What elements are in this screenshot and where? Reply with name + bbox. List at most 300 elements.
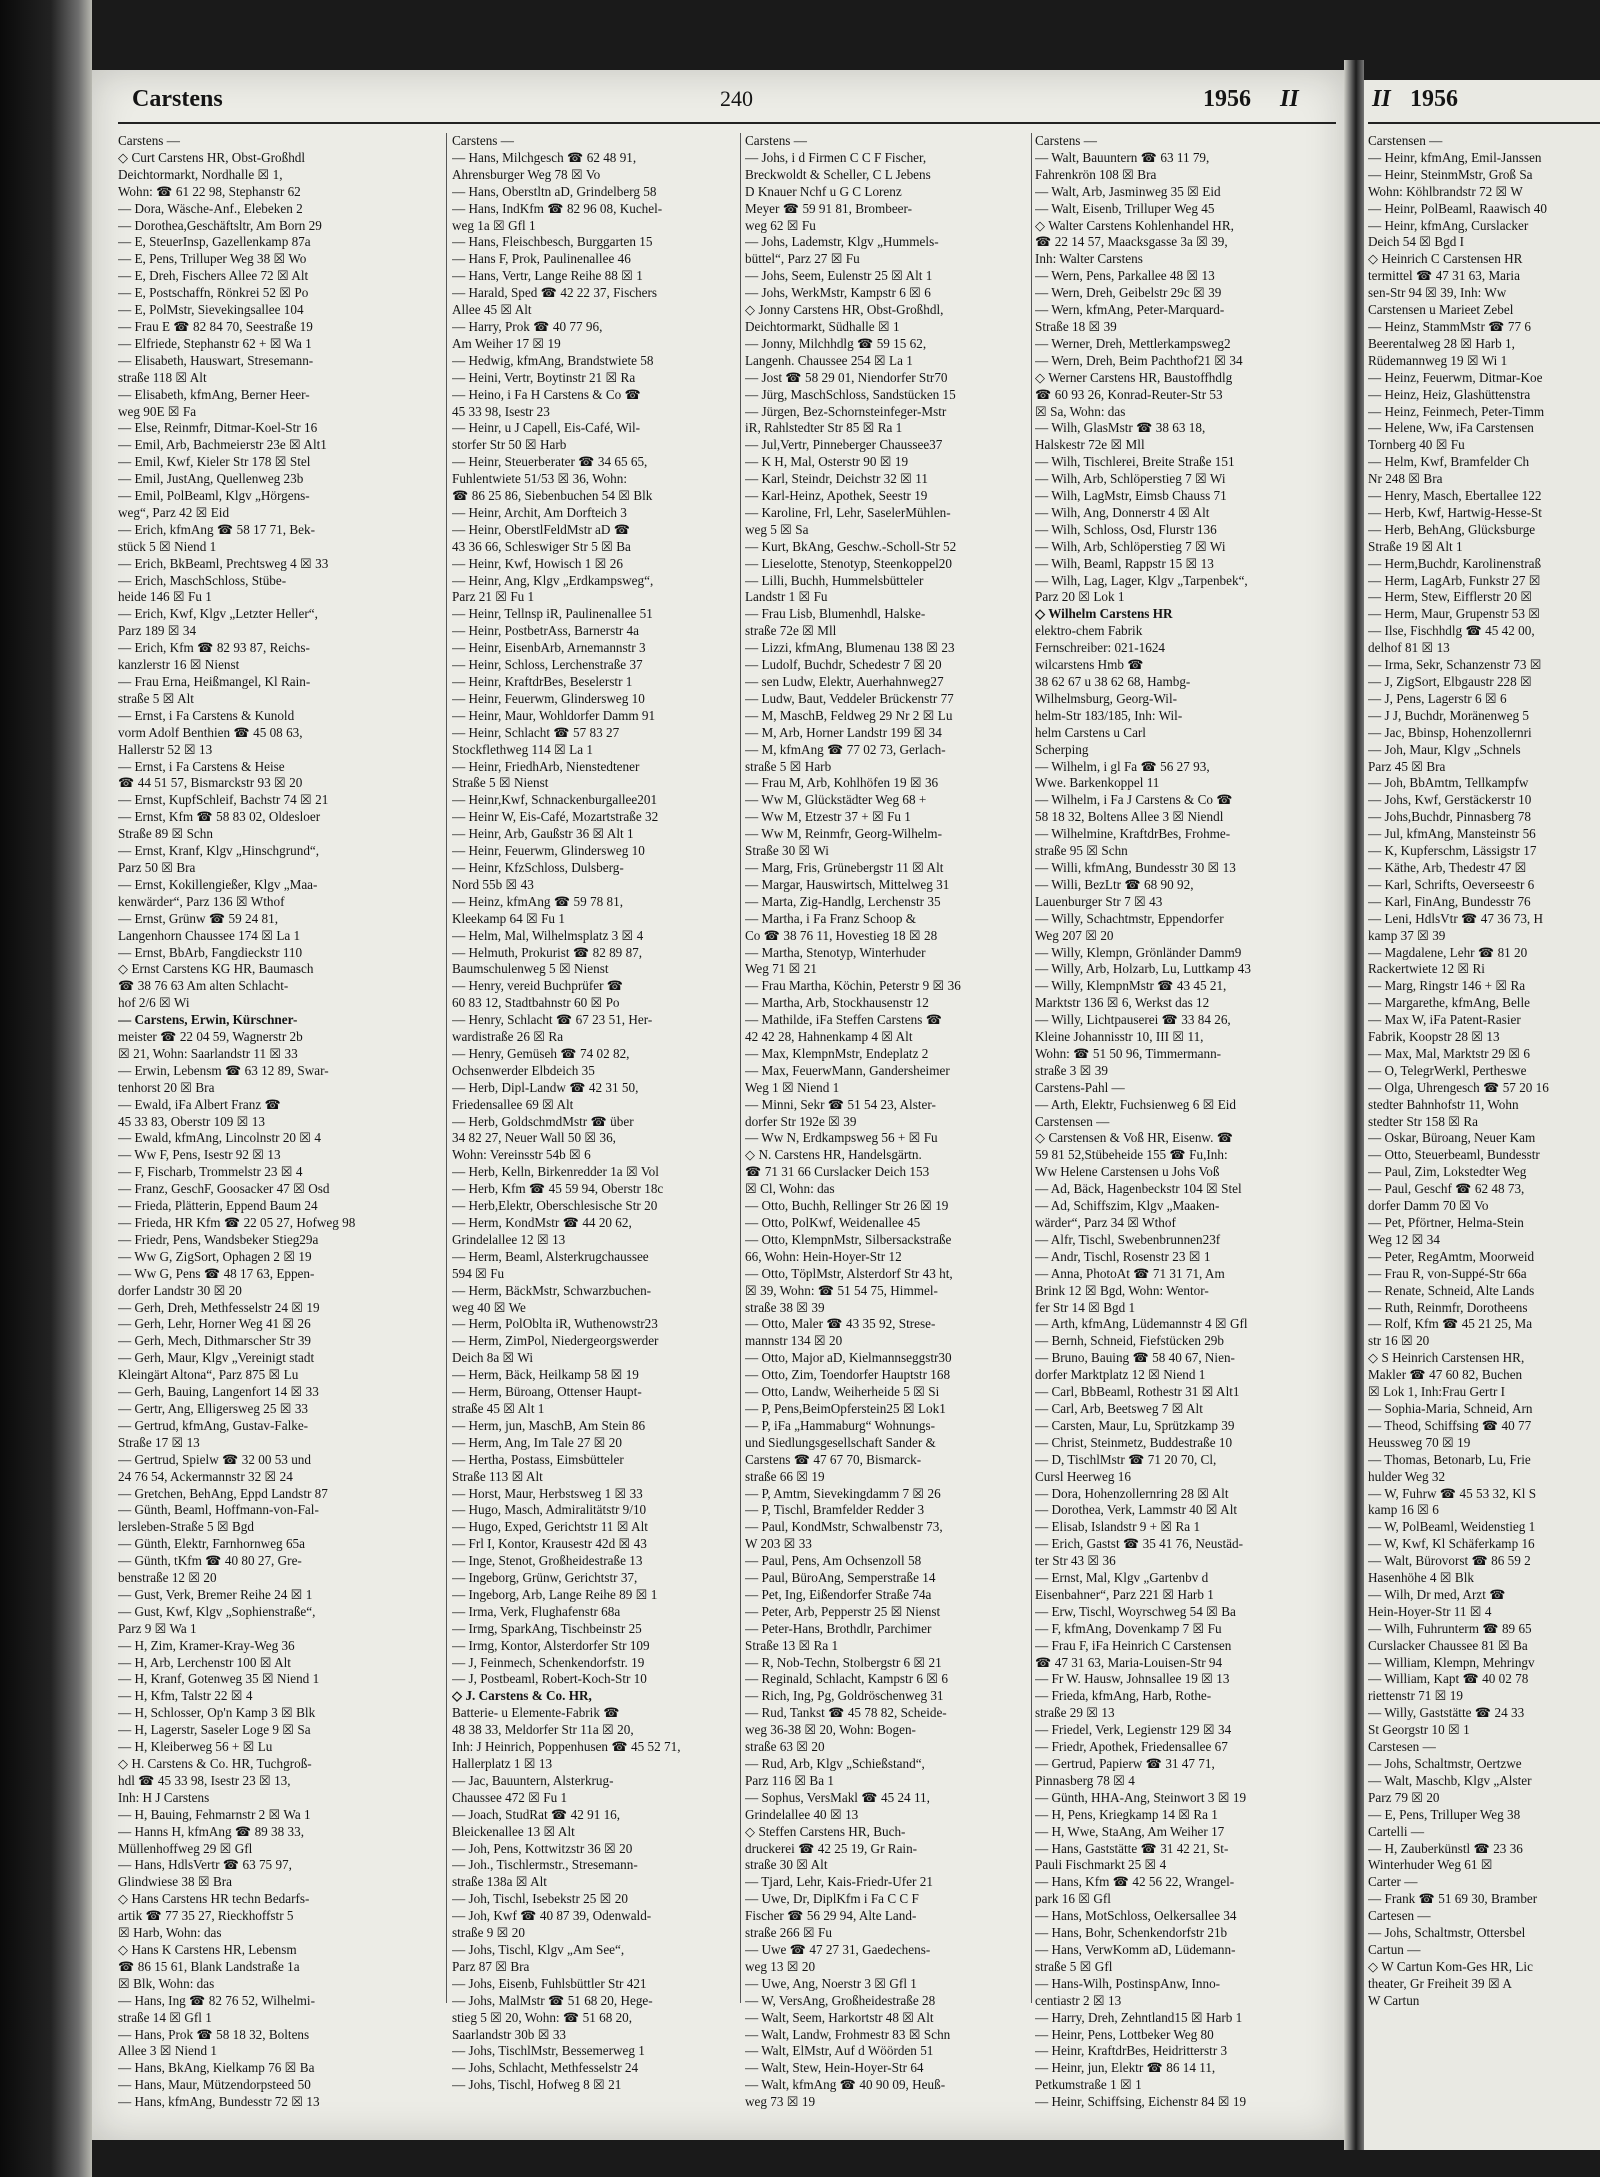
directory-entry-line: — Dora, Wäsche-Anf., Elebeken 2 (118, 200, 303, 216)
directory-entry-line: ter Str 43 ☒ 36 (1035, 1553, 1116, 1569)
directory-entry-line: — Wern, kfmAng, Peter-Marquard- (1035, 302, 1225, 318)
directory-entry-line: — Hans, BkAng, Kielkamp 76 ☒ Ba (118, 2060, 315, 2076)
directory-entry-line: D Knauer Nchf u G C Lorenz (745, 183, 902, 199)
directory-entry-line: — Wilh, Tischlerei, Breite Straße 151 (1035, 454, 1235, 470)
directory-entry-line: Parz 116 ☒ Ba 1 (745, 1772, 834, 1788)
directory-entry-line: lersleben-Straße 5 ☒ Bgd (118, 1519, 254, 1535)
directory-entry-line: — Otto, Zim, Toendorfer Hauptstr 168 (745, 1367, 951, 1383)
directory-entry-line: Parz 21 ☒ Fu 1 (452, 589, 535, 605)
directory-entry-line: — Uwe ☎ 47 27 31, Gaedechens- (745, 1941, 931, 1957)
directory-entry-line: — Jürg, MaschSchloss, Sandstücken 15 (745, 386, 956, 402)
directory-entry-line: Deichtormarkt, Südhalle ☒ 1 (745, 318, 900, 334)
directory-entry-line: — Johs, Kwf, Gerstäckerstr 10 (1368, 792, 1532, 808)
directory-entry-line: — Heini, Vertr, Boytinstr 21 ☒ Ra (452, 369, 636, 385)
directory-entry-line: — Paul, Pens, Am Ochsenzoll 58 (745, 1553, 922, 1569)
directory-entry-line: Cursl Heerweg 16 (1035, 1468, 1131, 1484)
directory-entry-line: — P, iFa „Hammaburg“ Wohnungs- (745, 1417, 936, 1433)
directory-entry-line: ☎ 22 14 57, Maacksgasse 3a ☒ 39, (1035, 234, 1228, 250)
directory-entry-line: — Frau Lisb, Blumenhdl, Halske- (745, 606, 926, 622)
directory-entry-line: Fuhlentwiete 51/53 ☒ 36, Wohn: (452, 471, 627, 487)
directory-entry-line: Carstens — (745, 133, 807, 148)
directory-entry-line: — Friedel, Verk, Legienstr 129 ☒ 34 (1035, 1722, 1232, 1738)
directory-entry-line: hof 2/6 ☒ Wi (118, 995, 190, 1011)
directory-entry-line: — Helm, Kwf, Bramfelder Ch (1368, 454, 1530, 470)
directory-entry-line: Cartelli — (1368, 1823, 1425, 1839)
directory-entry-line: Ahrensburger Weg 78 ☒ Vo (452, 166, 601, 182)
directory-entry-line: — Erw, Tischl, Woyrschweg 54 ☒ Ba (1035, 1603, 1236, 1619)
directory-entry-line: — Frau E ☎ 82 84 70, Seestraße 19 (118, 318, 313, 334)
directory-entry-line: — Hans, Ing ☎ 82 76 52, Wilhelmi- (118, 1992, 315, 2008)
directory-entry-line: — Anna, PhotoAt ☎ 71 31 71, Am (1035, 1265, 1225, 1281)
directory-entry-line: — Walt, Stew, Hein-Hoyer-Str 64 (745, 2060, 924, 2076)
directory-entry-line: — Ernst, Mal, Klgv „Gartenbv d (1035, 1570, 1209, 1586)
directory-entry-line: mannstr 134 ☒ 20 (745, 1333, 843, 1349)
directory-entry-line: ☒ 21, Wohn: Saarlandstr 11 ☒ 33 (118, 1045, 298, 1061)
directory-entry-line: — Max, Mal, Marktstr 29 ☒ 6 (1368, 1045, 1530, 1061)
directory-column-2 (452, 133, 737, 2094)
directory-entry-line: — Ww M, Etzestr 37 + ☒ Fu 1 (745, 809, 911, 825)
directory-entry-line: — Alfr, Tischl, Swebenbrunnen23f (1035, 1231, 1221, 1247)
directory-entry-line: — Otto, Major aD, Kielmannseggstr30 (745, 1350, 952, 1366)
directory-entry-line: — Heinr, KraftdrBes, Beselerstr 1 (452, 674, 633, 689)
directory-entry-line: Scherping (1035, 741, 1089, 757)
directory-entry-line: 38 62 67 u 38 62 68, Hambg- (1035, 674, 1191, 689)
directory-entry-line: elektro-chem Fabrik (1035, 623, 1143, 639)
directory-entry-line: benstraße 12 ☒ 20 (118, 1570, 217, 1586)
directory-entry-line: — sen Ludw, Elektr, Auerhahnweg27 (745, 674, 944, 689)
directory-entry-line: weg 5 ☒ Sa (745, 521, 809, 537)
directory-entry-line: — Max, KlempnMstr, Endeplatz 2 (745, 1045, 929, 1061)
directory-entry-line: stedter Bahnhofstr 11, Wohn (1368, 1096, 1519, 1112)
directory-entry-line: — Heinr, Ang, Klgv „Erdkampsweg“, (452, 572, 654, 588)
directory-entry-line: storfer Str 50 ☒ Harb (452, 437, 567, 453)
directory-entry-line: — Otto, KlempnMstr, Silbersackstraße (745, 1231, 952, 1247)
directory-entry-line: Marktstr 136 ☒ 6, Werkst das 12 (1035, 995, 1210, 1011)
directory-entry-line: — Heinr, EisenbArb, Arnemannstr 3 (452, 640, 646, 656)
directory-entry-line: Batterie- u Elemente-Fabrik ☎ (452, 1705, 620, 1721)
directory-entry-line: — Friedr, Pens, Wandsbeker Stieg29a (118, 1231, 319, 1247)
directory-entry-line: riettenstr 71 ☒ 19 (1368, 1688, 1463, 1704)
directory-entry-line: — Willi, BezLtr ☎ 68 90 92, (1035, 876, 1194, 892)
directory-entry-line: Wohn: ☎ 51 50 96, Timmermann- (1035, 1045, 1222, 1061)
directory-entry-line: Deich 54 ☒ Bgd I (1368, 234, 1465, 250)
directory-entry-line: 58 18 32, Boltens Allee 3 ☒ Niendl (1035, 809, 1224, 825)
directory-entry-line: — Heinr, PostbetrAss, Barnerstr 4a (452, 623, 639, 639)
directory-entry-line: — Wilh, Ang, Donnerstr 4 ☒ Alt (1035, 504, 1210, 520)
running-head-name: Carstens (132, 86, 223, 112)
directory-entry-line: — Wilh, GlasMstr ☎ 38 63 18, (1035, 420, 1206, 436)
directory-entry-line: Carstens-Pahl — (1035, 1079, 1125, 1095)
directory-entry-line: — Heinr W, Eis-Café, Mozartstraße 32 (452, 809, 659, 825)
directory-entry-line: — Gertr, Ang, Elligersweg 25 ☒ 33 (118, 1400, 309, 1416)
directory-entry-line: — W, Fuhrw ☎ 45 53 32, Kl S (1368, 1485, 1537, 1501)
directory-entry-line: straße 45 ☒ Alt 1 (452, 1400, 545, 1416)
directory-entry-line: — Erich, Kwf, Klgv „Letzter Heller“, (118, 606, 318, 622)
directory-entry-line: ☒ Harb, Wohn: das (118, 1925, 222, 1941)
directory-entry-line: Inh: H J Carstens (118, 1789, 210, 1805)
directory-entry-line: — Johs, Schlacht, Methfesselstr 24 (452, 2060, 639, 2076)
directory-entry-line: — Heinr, Schiffsing, Eichenstr 84 ☒ 19 (1035, 2094, 1247, 2110)
directory-entry-line: straße 14 ☒ Gfl 1 (118, 2009, 212, 2025)
column-divider (446, 133, 447, 2003)
directory-entry-line: — Max, FeuerwMann, Gandersheimer (745, 1062, 950, 1078)
directory-entry-line: — Horst, Maur, Herbstsweg 1 ☒ 33 (452, 1485, 643, 1501)
directory-entry-line: — O, TelegrWerkl, Pertheswe (1368, 1062, 1527, 1078)
directory-entry-line: Co ☎ 38 76 11, Hovestieg 18 ☒ 28 (745, 927, 938, 943)
directory-entry-line: — Herm, ZimPol, Niedergeorgswerder (452, 1333, 659, 1349)
directory-entry-line: und Siedlungsgesellschaft Sander & (745, 1434, 936, 1450)
directory-entry-line: — Ww M, Glückstädter Weg 68 + (745, 792, 927, 808)
directory-entry-line: Brink 12 ☒ Bgd, Wohn: Wentor- (1035, 1282, 1209, 1298)
directory-entry-line: — Oskar, Büroang, Neuer Kam (1368, 1130, 1536, 1146)
directory-entry-line: — Jürgen, Bez-Schornsteinfeger-Mstr (745, 403, 947, 419)
directory-entry-line: — Henry, Masch, Ebertallee 122 (1368, 488, 1542, 504)
directory-entry-line: ◇ Walter Carstens Kohlenhandel HR, (1035, 217, 1234, 233)
directory-entry-line: meister ☎ 22 04 59, Wagnerstr 2b (118, 1029, 303, 1045)
directory-entry-line: — Renate, Schneid, Alte Lands (1368, 1282, 1535, 1298)
directory-entry-line: Wohn: Köhlbrandstr 72 ☒ W (1368, 183, 1523, 199)
directory-entry-line: Cartun — (1368, 1941, 1421, 1957)
directory-entry-line: — William, Kapt ☎ 40 02 78 (1368, 1671, 1529, 1687)
directory-entry-line: — Henry, Schlacht ☎ 67 23 51, Her- (452, 1012, 653, 1028)
directory-entry-line: Fabrik, Koopstr 28 ☒ 13 (1368, 1029, 1500, 1045)
directory-entry-line: — Helmuth, Prokurist ☎ 82 89 87, (452, 944, 643, 960)
right-header-rule (1368, 122, 1600, 124)
directory-entry-line: Hallerplatz 1 ☒ 13 (452, 1756, 553, 1771)
directory-column-3 (745, 133, 1030, 2111)
directory-entry-line: Fischer ☎ 56 29 94, Alte Land- (745, 1908, 917, 1924)
directory-entry-line: — Ernst, KupfSchleif, Bachstr 74 ☒ 21 (118, 792, 329, 808)
directory-entry-line: — Günth, Elektr, Farnhornweg 65a (118, 1536, 305, 1552)
directory-entry-line: — Inge, Stenot, Großheidestraße 13 (452, 1553, 643, 1569)
directory-entry-line: — Christ, Steinmetz, Buddestraße 10 (1035, 1434, 1233, 1450)
directory-entry-line: — Paul, Zim, Lokstedter Weg (1368, 1164, 1527, 1180)
directory-entry-line: helm Carstens u Carl (1035, 724, 1146, 740)
directory-entry-line: — Heinr, SteinmMstr, Groß Sa (1368, 166, 1533, 182)
directory-entry-line: — Wilhelm, i Fa J Carstens & Co ☎ (1035, 792, 1233, 808)
directory-entry-line: — Gerh, Dreh, Methfesselstr 24 ☒ 19 (118, 1299, 320, 1315)
directory-entry-line: — Herm,Buchdr, Karolinenstraß (1368, 555, 1542, 571)
directory-entry-line: — Martha, Stenotyp, Winterhuder (745, 944, 926, 960)
directory-entry-line: — Walt, Maschb, Klgv „Alster (1368, 1772, 1532, 1788)
directory-entry-line: Carstensen u Marieet Zebel (1368, 302, 1514, 318)
directory-entry-line: — Ernst, Grünw ☎ 59 24 81, (118, 910, 279, 926)
directory-entry-line: straße 72e ☒ Mll (745, 623, 837, 639)
directory-entry-line: straße 66 ☒ 19 (745, 1468, 825, 1484)
directory-entry-line: — Jul, kfmAng, Mansteinstr 56 (1368, 826, 1536, 842)
directory-entry-line: dorfer Str 192e ☒ 39 (745, 1113, 857, 1129)
directory-entry-line: — W, Kwf, Kl Schäferkamp 16 (1368, 1536, 1535, 1552)
directory-entry-line: Wwe. Barkenkoppel 11 (1035, 775, 1160, 791)
directory-entry-line: straße 95 ☒ Schn (1035, 843, 1128, 859)
directory-entry-line: Halskestr 72e ☒ Mll (1035, 437, 1145, 453)
directory-entry-line: — Irma, Sekr, Schanzenstr 73 ☒ (1368, 657, 1542, 673)
directory-entry-line: — W, VersAng, Großheidestraße 28 (745, 1992, 936, 2008)
directory-entry-line: — Ww F, Pens, Isestr 92 ☒ 13 (118, 1147, 281, 1163)
directory-entry-line: — Bruno, Bauing ☎ 58 40 67, Nien- (1035, 1350, 1235, 1366)
directory-entry-line: — Else, Reinmfr, Ditmar-Koel-Str 16 (118, 420, 318, 436)
directory-entry-line: — Joh, BbAmtm, Tellkampfw (1368, 775, 1529, 791)
directory-entry-line: — Hans, Bohr, Schenkendorfstr 21b (1035, 1925, 1228, 1941)
directory-entry-line: Parz 50 ☒ Bra (118, 859, 196, 875)
directory-entry-line: — Reginald, Schlacht, Kampstr 6 ☒ 6 (745, 1671, 949, 1687)
volume-label: II (1280, 86, 1299, 112)
directory-entry-line: ◇ Curt Carstens HR, Obst-Großhdl (118, 149, 306, 165)
directory-entry-line: — Herm, Beaml, Alsterkrugchaussee (452, 1248, 649, 1264)
directory-entry-line: — Ludw, Baut, Veddeler Brückenstr 77 (745, 690, 954, 706)
directory-entry-line: Parz 9 ☒ Wa 1 (118, 1620, 197, 1636)
directory-entry-line: Breckwoldt & Scheller, C L Jebens (745, 166, 931, 182)
directory-entry-line: — Johs, TischlMstr, Bessemerweg 1 (452, 2043, 645, 2059)
directory-entry-line: straße 3 ☒ 39 (1035, 1062, 1108, 1078)
directory-entry-line: ☒ 39, Wohn: ☎ 51 54 75, Himmel- (745, 1282, 938, 1298)
directory-entry-line: — F, Fischarb, Trommelstr 23 ☒ 4 (118, 1164, 303, 1180)
directory-entry-line: — Walt, Seem, Harkortstr 48 ☒ Alt (745, 2009, 934, 2025)
directory-entry-line: Petkumstraße 1 ☒ 1 (1035, 2077, 1142, 2093)
directory-entry-line: — Herm, Maur, Grupenstr 53 ☒ (1368, 606, 1541, 622)
page-year: 1956 (1203, 86, 1251, 112)
directory-entry-line: — Theod, Schiffsing ☎ 40 77 (1368, 1417, 1532, 1433)
directory-entry-line: Makler ☎ 47 60 82, Buchen (1368, 1367, 1523, 1383)
directory-entry-line: — Ernst, i Fa Carstens & Kunold (118, 707, 295, 723)
directory-entry-line: — Heinr, jun, Elektr ☎ 86 14 11, (1035, 2060, 1216, 2076)
directory-entry-line: — Elisabeth, Hauswart, Stresemann- (118, 352, 314, 368)
directory-entry-line: ☎ 47 31 63, Maria-Louisen-Str 94 (1035, 1654, 1223, 1670)
directory-entry-line: — Herb, Kwf, Hartwig-Hesse-St (1368, 504, 1542, 520)
directory-entry-line: — Jul,Vertr, Pinneberger Chaussee37 (745, 437, 943, 453)
directory-entry-line: Inh: Walter Carstens (1035, 251, 1143, 267)
directory-entry-line: ◇ Ernst Carstens KG HR, Baumasch (118, 961, 314, 977)
directory-entry-line: 34 82 27, Neuer Wall 50 ☒ 36, (452, 1130, 616, 1146)
directory-entry-line: — Herm, BäckMstr, Schwarzbuchen- (452, 1282, 652, 1298)
directory-entry-line: — Erwin, Lebensm ☎ 63 12 89, Swar- (118, 1062, 329, 1078)
directory-entry-line: — Harald, Sped ☎ 42 22 37, Fischers (452, 285, 658, 301)
directory-column-1 (118, 133, 440, 2111)
directory-entry-line: — Willy, Lichtpauserei ☎ 33 84 26, (1035, 1012, 1231, 1028)
directory-entry-line: — Heinr, kfmAng, Emil-Janssen (1368, 149, 1542, 165)
directory-entry-line: — Irmg, SparkAng, Tischbeinstr 25 (452, 1620, 642, 1636)
directory-entry-line: — Frau R, von-Suppé-Str 66a (1368, 1265, 1527, 1281)
directory-entry-line: — H, Kfm, Talstr 22 ☒ 4 (118, 1688, 253, 1704)
directory-entry-line: weg“, Parz 42 ☒ Eid (118, 504, 230, 520)
directory-entry-line: weg 13 ☒ 20 (745, 1958, 816, 1974)
directory-entry-line: — Heinr,Kwf, Schnackenburgallee201 (452, 792, 658, 808)
directory-entry-line: — Elisab, Islandstr 9 + ☒ Ra 1 (1035, 1519, 1201, 1535)
directory-entry-line: — Thomas, Betonarb, Lu, Frie (1368, 1451, 1531, 1467)
directory-entry-line: Glindwiese 38 ☒ Bra (118, 1874, 233, 1890)
directory-entry-line: artik ☎ 77 35 27, Rieckhoffstr 5 (118, 1908, 294, 1924)
directory-entry-line: 43 36 66, Schleswiger Str 5 ☒ Ba (452, 538, 631, 554)
directory-entry-line: Parz 87 ☒ Bra (452, 1958, 530, 1974)
directory-entry-line: Carstens — (452, 133, 514, 148)
directory-entry-line: — W, PolBeaml, Weidenstieg 1 (1368, 1519, 1536, 1535)
directory-entry-line: — Wilh, Arb, Schlöperstieg 7 ☒ Wi (1035, 471, 1226, 487)
directory-entry-line: W Cartun (1368, 1992, 1420, 2008)
directory-entry-line: Allee 45 ☒ Alt (452, 302, 532, 318)
directory-entry-line: Weg 207 ☒ 20 (1035, 927, 1114, 943)
directory-entry-line: ◇ Heinrich C Carstensen HR (1368, 251, 1523, 267)
directory-entry-line: — Hedwig, kfmAng, Brandstwiete 58 (452, 352, 654, 368)
directory-entry-line: — Walt, ElMstr, Auf d Wöörden 51 (745, 2043, 934, 2059)
directory-entry-line: — Ingeborg, Arb, Lange Reihe 89 ☒ 1 (452, 1586, 658, 1602)
directory-entry-line: — Johs, i d Firmen C C F Fischer, (745, 149, 927, 165)
directory-entry-line: — Gerh, Lehr, Horner Weg 41 ☒ 26 (118, 1316, 311, 1332)
directory-entry-line: straße 5 ☒ Alt (118, 690, 194, 706)
directory-entry-line: straße 138a ☒ Alt (452, 1874, 547, 1890)
directory-entry-line: — Heinr, KfzSchloss, Dulsberg- (452, 859, 624, 875)
directory-entry-line: — Hans, Maur, Mützendorpsteed 50 (118, 2077, 311, 2093)
directory-entry-line: dorfer Landstr 30 ☒ 20 (118, 1282, 242, 1298)
directory-entry-line: Müllenhoffweg 29 ☒ Gfl (118, 1840, 253, 1856)
directory-entry-line: — Heinr, Maur, Wohldorfer Damm 91 (452, 707, 656, 723)
directory-entry-line: — Dorothea, Verk, Lammstr 40 ☒ Alt (1035, 1502, 1238, 1518)
directory-entry-line: — Rud, Tankst ☎ 45 78 82, Scheide- (745, 1705, 947, 1721)
directory-entry-line: kamp 16 ☒ 6 (1368, 1502, 1439, 1518)
directory-entry-line: — K H, Mal, Osterstr 90 ☒ 19 (745, 454, 909, 470)
directory-entry-line: — Harry, Prok ☎ 40 77 96, (452, 318, 603, 334)
directory-entry-line: — Wilh, Dr med, Arzt ☎ (1368, 1586, 1506, 1602)
directory-entry-line: ◇ Hans Carstens HR techn Bedarfs- (118, 1891, 310, 1907)
directory-entry-line: Grindelallee 40 ☒ 13 (745, 1806, 859, 1822)
directory-entry-line: — Uwe, Dr, DiplKfm i Fa C C F (745, 1891, 919, 1907)
directory-entry-line: — Hans, Vertr, Lange Reihe 88 ☒ 1 (452, 268, 643, 284)
directory-entry-line: — Helm, Mal, Wilhelmsplatz 3 ☒ 4 (452, 927, 644, 943)
directory-entry-line: — Heinr, u J Capell, Eis-Café, Wil- (452, 420, 641, 436)
directory-entry-line: theater, Gr Freiheit 39 ☒ A (1368, 1975, 1512, 1991)
directory-entry-line: Curslacker Chaussee 81 ☒ Ba (1368, 1637, 1528, 1653)
directory-entry-line: — Arth, Elektr, Fuchsienweg 6 ☒ Eid (1035, 1096, 1237, 1112)
directory-entry-line: — Ernst, BbArb, Fangdieckstr 110 (118, 944, 303, 960)
directory-entry-line: Rackertwiete 12 ☒ Ri (1368, 961, 1485, 977)
directory-entry-line: — Karoline, Frl, Lehr, SaselerMühlen- (745, 504, 951, 520)
directory-entry-line: stück 5 ☒ Niend 1 (118, 538, 217, 554)
directory-entry-line: straße 5 ☒ Harb (745, 758, 832, 774)
directory-entry-line: ◇ N. Carstens HR, Handelsgärtn. (745, 1147, 922, 1163)
directory-entry-line: — Herb, BehAng, Glücksburge (1368, 521, 1536, 537)
directory-entry-line: — Rud, Arb, Klgv „Schießstand“, (745, 1756, 925, 1771)
directory-entry-line: ☎ 71 31 66 Curslacker Deich 153 (745, 1164, 930, 1180)
directory-entry-line: — Lizzi, kfmAng, Blumenau 138 ☒ 23 (745, 640, 955, 656)
directory-entry-line: — Johs, Schaltmstr, Ottersbel (1368, 1925, 1526, 1941)
directory-entry-line: Carstensen — (1368, 133, 1443, 148)
directory-entry-line: — Frieda, HR Kfm ☎ 22 05 27, Hofweg 98 (118, 1215, 356, 1230)
directory-entry-line: — Frau Martha, Köchin, Peterstr 9 ☒ 36 (745, 978, 961, 994)
directory-entry-line: — Willy, Arb, Holzarb, Lu, Luttkamp 43 (1035, 961, 1251, 977)
directory-entry-line: — Frau M, Arb, Kohlhöfen 19 ☒ 36 (745, 775, 939, 791)
directory-entry-line: — Joh, Maur, Klgv „Schnels (1368, 741, 1521, 757)
directory-entry-line: — Wern, Dreh, Beim Pachthof21 ☒ 34 (1035, 352, 1243, 368)
directory-entry-line: — Peter-Hans, Brothdlr, Parchimer (745, 1620, 932, 1636)
directory-entry-line: Parz 45 ☒ Bra (1368, 758, 1446, 774)
directory-entry-line: Pauli Fischmarkt 25 ☒ 4 (1035, 1857, 1167, 1873)
directory-entry-line: — Heinr, Pens, Lottbeker Weg 80 (1035, 2026, 1214, 2042)
directory-entry-line: — Herm, KondMstr ☎ 44 20 62, (452, 1215, 632, 1230)
directory-entry-line: Straße 17 ☒ 13 (118, 1434, 200, 1450)
directory-entry-line: — Johs, Tischl, Hofweg 8 ☒ 21 (452, 2077, 622, 2093)
directory-entry-line: — Hans, MotSchloss, Oelkersallee 34 (1035, 1908, 1237, 1924)
directory-entry-line: — Margarethe, kfmAng, Belle (1368, 995, 1530, 1011)
directory-entry-line: St Georgstr 10 ☒ 1 (1368, 1722, 1470, 1738)
directory-entry-line: — Emil, Arb, Bachmeierstr 23e ☒ Alt1 (118, 437, 327, 453)
directory-entry-line: Hallerstr 52 ☒ 13 (118, 741, 213, 757)
directory-entry-line: 45 33 83, Oberstr 109 ☒ 13 (118, 1113, 265, 1129)
directory-entry-line: Deich 8a ☒ Wi (452, 1350, 533, 1366)
directory-entry-line: — Wilh, Lag, Lager, Klgv „Tarpenbek“, (1035, 572, 1248, 588)
directory-entry-line: — Martha, Arb, Stockhausenstr 12 (745, 995, 929, 1011)
directory-entry-line: — Erich, Kfm ☎ 82 93 87, Reichs- (118, 640, 310, 656)
directory-entry-line: — Hugo, Masch, Admiralitätstr 9/10 (452, 1502, 647, 1518)
directory-entry-line: Straße 89 ☒ Schn (118, 826, 213, 842)
directory-entry-line: — Hans-Wilh, PostinspAnw, Inno- (1035, 1975, 1221, 1991)
directory-entry-line: — Irma, Verk, Flughafenstr 68a (452, 1603, 621, 1619)
directory-entry-line: hulder Weg 32 (1368, 1468, 1446, 1484)
directory-entry-line: ☎ 86 15 61, Blank Landstraße 1a (118, 1958, 300, 1974)
directory-entry-line: — Mathilde, iFa Steffen Carstens ☎ (745, 1012, 943, 1028)
directory-entry-line: — Walt, Bürovorst ☎ 86 59 2 (1368, 1553, 1531, 1569)
directory-entry-line: Straße 113 ☒ Alt (452, 1468, 543, 1484)
directory-entry-line: — Dorothea,Geschäftsltr, Am Born 29 (118, 217, 322, 233)
directory-entry-line: — Wilh, Fuhrunterm ☎ 89 65 (1368, 1620, 1532, 1636)
directory-entry-line: — Ruth, Reinmfr, Dorotheens (1368, 1299, 1528, 1315)
header-rule (118, 122, 1336, 124)
directory-entry-line: stedter Str 158 ☒ Ra (1368, 1113, 1478, 1129)
directory-entry-line: — Ww M, Reinmfr, Georg-Wilhelm- (745, 826, 942, 842)
directory-entry-line: ◇ Jonny Carstens HR, Obst-Großhdl, (745, 302, 944, 318)
directory-entry-line: hdl ☎ 45 33 98, Isestr 23 ☒ 13, (118, 1772, 291, 1788)
directory-entry-line: straße 5 ☒ Gfl (1035, 1958, 1113, 1974)
directory-entry-line: — Heinr, Schloss, Lerchenstraße 37 (452, 657, 643, 673)
directory-entry-line: — Carsten, Maur, Lu, Sprützkamp 39 (1035, 1417, 1235, 1433)
directory-entry-line: — J J, Buchdr, Moränenweg 5 (1368, 707, 1529, 723)
directory-entry-line: straße 9 ☒ 20 (452, 1925, 525, 1941)
directory-entry-line: Langenhorn Chaussee 174 ☒ La 1 (118, 927, 301, 943)
directory-entry-line: kamp 37 ☒ 39 (1368, 927, 1446, 943)
directory-entry-line: — Wilhelmine, KraftdrBes, Frohme- (1035, 826, 1231, 842)
directory-entry-line: ◇ Carstensen & Voß HR, Eisenw. ☎ (1035, 1130, 1234, 1146)
directory-entry-line: — Tjard, Lehr, Kais-Friedr-Ufer 21 (745, 1874, 933, 1890)
directory-entry-line: — Emil, PolBeaml, Klgv „Hörgens- (118, 488, 310, 504)
directory-entry-line: — Jac, Bauuntern, Alsterkrug- (452, 1772, 614, 1788)
directory-entry-line: — H, Zim, Kramer-Kray-Weg 36 (118, 1637, 295, 1653)
directory-entry-line: Nord 55b ☒ 43 (452, 876, 534, 892)
directory-entry-line: — Herb,Elektr, Oberschlesische Str 20 (452, 1198, 658, 1214)
directory-entry-line: — Heinr, Schlacht ☎ 57 83 27 (452, 724, 620, 740)
directory-entry-line: weg 40 ☒ We (452, 1299, 526, 1315)
directory-entry-line: straße 266 ☒ Fu (745, 1925, 832, 1941)
directory-entry-line: — Frau F, iFa Heinrich C Carstensen (1035, 1637, 1232, 1653)
directory-entry-line: — M, Arb, Horner Landstr 199 ☒ 34 (745, 724, 942, 740)
directory-entry-line: 59 81 52,Stübeheide 155 ☎ Fu,Inh: (1035, 1147, 1228, 1163)
directory-entry-line: — J, ZigSort, Elbgaustr 228 ☒ (1368, 674, 1532, 689)
directory-entry-line: — Karl, Schrifts, Oeverseestr 6 (1368, 876, 1535, 892)
directory-entry-line: — Walt, Bauuntern ☎ 63 11 79, (1035, 149, 1210, 165)
directory-entry-line: — Erich, MaschSchloss, Stübe- (118, 572, 287, 588)
directory-entry-line: — Gust, Verk, Bremer Reihe 24 ☒ 1 (118, 1586, 313, 1602)
directory-entry-line: straße 30 ☒ Alt (745, 1857, 828, 1873)
directory-entry-line: Baumschulenweg 5 ☒ Nienst (452, 961, 609, 977)
directory-entry-line: — Paul, BüroAng, Semperstraße 14 (745, 1570, 936, 1586)
directory-entry-line: — Günth, HHA-Ang, Steinwort 3 ☒ 19 (1035, 1789, 1247, 1805)
directory-entry-line: — Herb, GoldschmdMstr ☎ über (452, 1113, 634, 1129)
directory-entry-line: Carstensen — (1035, 1113, 1110, 1129)
directory-entry-line: 45 33 98, Isestr 23 (452, 403, 550, 419)
directory-entry-line: — Heinr, Steuerberater ☎ 34 65 65, (452, 454, 648, 470)
directory-entry-line: — Joh, Tischl, Isebekstr 25 ☒ 20 (452, 1891, 628, 1907)
directory-entry-line: park 16 ☒ Gfl (1035, 1891, 1111, 1907)
directory-entry-line: — Ewald, iFa Albert Franz ☎ (118, 1096, 281, 1112)
directory-entry-line: 42 42 28, Hahnenkamp 4 ☒ Alt (745, 1029, 913, 1045)
directory-entry-line: — J, Feinmech, Schenkendorfstr. 19 (452, 1654, 645, 1670)
